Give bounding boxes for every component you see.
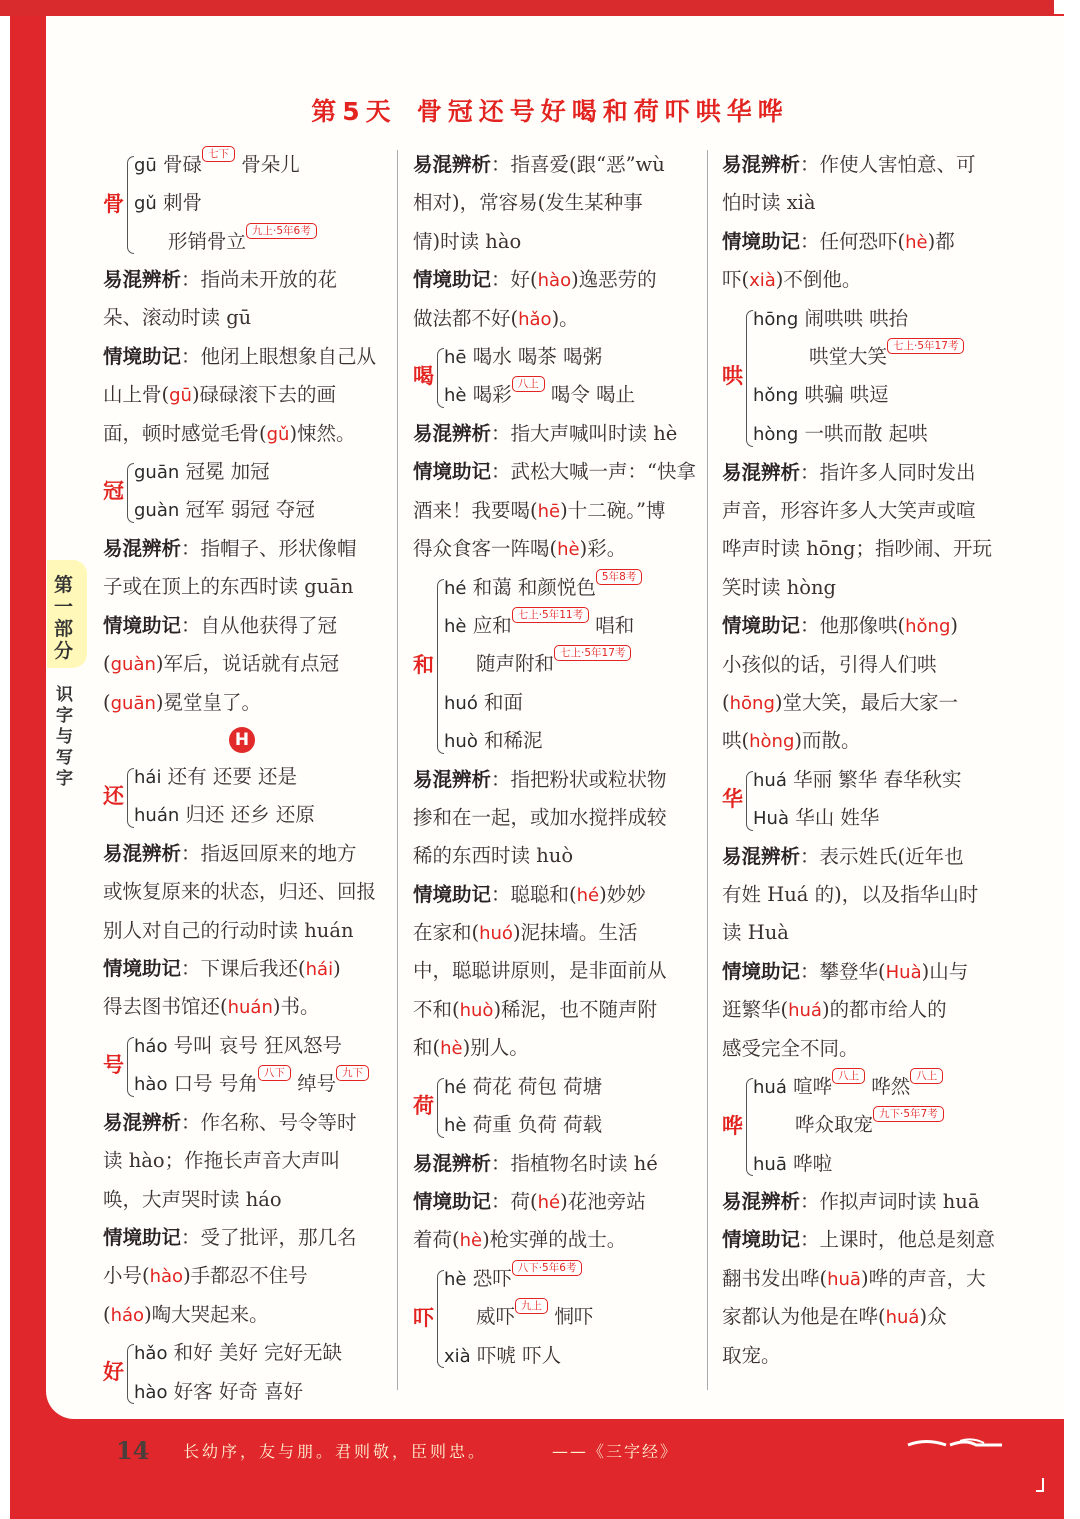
zhuji-text: 情境助记：自从他获得了冠 xyxy=(103,613,338,637)
zhuji-text: 情境助记：武松大喊一声：“快拿 xyxy=(413,460,696,484)
brace xyxy=(437,348,444,408)
entry-char: 骨 xyxy=(103,192,124,216)
bianxi-text: 易混辨析：指把粉状或粒状物 xyxy=(413,767,667,791)
brace xyxy=(746,1078,753,1176)
entry-guan: 冠 guān 冠冕 加冠 guàn 冠军 弱冠 夺冠 xyxy=(103,459,315,522)
day-label: 第5天 xyxy=(311,97,397,126)
brace xyxy=(127,1037,134,1097)
zhuji-text: 情境助记：任何恐吓(hè)都 xyxy=(722,229,955,253)
bianxi-text: 易混辨析：指许多人同时发出 xyxy=(722,460,976,484)
entry-char: 号 xyxy=(103,1052,124,1077)
entry-he: 喝 hē 喝水 喝茶 喝粥 hè 喝彩 八上 喝令 喝止 xyxy=(413,344,636,407)
decoration-swirl-icon xyxy=(906,1436,1006,1454)
zhuji-text: 情境助记：他闭上眼想象自己从 xyxy=(103,344,377,368)
exam-tag: 八上 xyxy=(512,376,545,392)
entry-char: 和 xyxy=(413,652,434,677)
bianxi-text: 易混辨析：指返回原来的地方 xyxy=(103,841,357,865)
section-h-icon: H xyxy=(229,727,255,753)
exam-tag: 九上 xyxy=(515,1298,548,1314)
bianxi-text: 易混辨析：指尚未开放的花 xyxy=(103,268,338,291)
zhuji-text: 情境助记：他那像哄(hǒng) xyxy=(722,614,958,638)
corner-mark xyxy=(1036,1478,1044,1492)
page-number: 14 xyxy=(116,1436,150,1465)
entry-hao: 号 háo 号叫 哀号 狂风怒号 hào 口号 号角 八下 绰号 九下 xyxy=(103,1027,388,1104)
footer-band xyxy=(0,1420,1080,1500)
column-2: 易混辨析：指喜爱(跟“恶”wù 相对)，常容易(发生某种事 情)时读 hào 情境助记：好(hào)逸恶劳的 做法都不好(hǎo)。 喝 hē 喝水 喝茶 喝粥 hè 喝彩 八上 喝令 喝止 易混辨析：指大声喊叫时读 hè 情境助记：武松大喊一声：“快拿 酒来！我要喝(hē)十二碗。”博 得众食客一阵喝(hè)彩。 和 hé 和蔼 和颜悦色 5年8考 hè 应和 七上·5年11考 唱和 随声附和 七上·5年17考 huó 和面 huò 和稀泥 易混辨析：指把粉状或粒状物 掺和在一起，或加水搅拌成较 稀的东西时读 huò 情境助记：聪聪和(hé)妙妙 在家和(huó)泥抹墙。生活 中，聪聪讲原则，是非面前从 不和(huò)稀泥，也不随声附 和(hè)别人。 荷 hé 荷花 荷包 荷塘 hè 荷重 负荷 荷载 易混辨析：指植物名时读 hé 情境助记：荷(hé)花池旁站 着荷(hè)枪实弹的战士。 吓 hè 恐吓 八下·5年6考 威吓 九上 恫吓 xià 吓唬 吓人 xyxy=(413,146,698,1375)
brace xyxy=(437,1270,444,1368)
brace xyxy=(127,768,134,828)
footer-source: ——《三字经》 xyxy=(552,1442,679,1461)
bianxi-text: 易混辨析：作拟声词时读 huā xyxy=(722,1190,980,1214)
reading-list: gū 骨碌 七下 骨朵儿 gǔ 刺骨 形销骨立 九上·5年6考 xyxy=(134,146,317,261)
entry-char: 吓 xyxy=(413,1305,434,1330)
brace xyxy=(127,463,134,523)
exam-tag: 5年8考 xyxy=(596,569,642,585)
entry-char: 冠 xyxy=(103,478,124,503)
brace xyxy=(746,310,753,447)
column-divider xyxy=(707,150,708,1390)
entry-hua2: 哗 huá 喧哗 八上 哗然 八上 哗众取宠 九下·5年7考 huā 哗啦 xyxy=(722,1068,1012,1183)
entry-he2: 和 hé 和蔼 和颜悦色 5年8考 hè 应和 七上·5年11考 唱和 随声附和 七上·5年17考 huó 和面 huò 和稀泥 xyxy=(413,569,698,761)
exam-tag: 七下 xyxy=(202,146,235,162)
top-red-strip xyxy=(0,0,1054,16)
entry-char: 荷 xyxy=(413,1093,434,1118)
entry-hao2: 好 hǎo 和好 美好 完好无缺 hào 好客 好奇 喜好 xyxy=(103,1341,343,1403)
exam-tag: 七上·5年11考 xyxy=(512,607,589,623)
exam-tag: 七上·5年17考 xyxy=(554,645,631,661)
exam-tag: 九上·5年6考 xyxy=(246,223,317,239)
entry-he3: 荷 hé 荷花 荷包 荷塘 hè 荷重 负荷 荷载 xyxy=(413,1074,603,1137)
exam-tag: 八上 xyxy=(832,1068,865,1084)
bianxi-text: 易混辨析：作使人害怕意、可 xyxy=(722,153,976,176)
zhuji-text: 情境助记：好(hào)逸恶劳的 xyxy=(413,268,657,292)
bianxi-text: 易混辨析：指帽子、形状像帽 xyxy=(103,536,357,560)
entry-char: 哄 xyxy=(722,363,743,388)
brace xyxy=(437,579,444,754)
bianxi-text: 易混辨析：指喜爱(跟“恶”wù xyxy=(413,153,665,176)
part-subtitle: 识 字 与 写 字 xyxy=(56,685,73,789)
zhuji-text: 情境助记：受了批评，那几名 xyxy=(103,1226,357,1250)
exam-tag: 八上 xyxy=(910,1068,943,1084)
exam-tag: 八下·5年6考 xyxy=(512,1260,583,1276)
brace xyxy=(127,156,134,254)
entry-xia: 吓 hè 恐吓 八下·5年6考 威吓 九上 恫吓 xià 吓唬 吓人 xyxy=(413,1261,594,1367)
part-label: 第 一 部 分 xyxy=(54,574,74,662)
brace xyxy=(127,1344,134,1404)
entry-hong: 哄 hōng 闹哄哄 哄抬 哄堂大笑 七上·5年17考 hǒng 哄骗 哄逗 hòng 一哄而散 起哄 xyxy=(722,300,1012,454)
exam-tag: 九下·5年7考 xyxy=(873,1106,944,1122)
bianxi-text: 易混辨析：指植物名时读 hé xyxy=(413,1151,658,1175)
entry-gu xyxy=(103,146,388,261)
exam-tag: 八下 xyxy=(258,1065,291,1081)
exam-tag: 七上·5年17考 xyxy=(887,338,964,354)
column-1: 骨 gū 骨碌 七下 骨朵儿 gǔ 刺骨 形销骨立 九上·5年6考 易混辨析：指尚未开放的花 朵、滚动时读 gū 情境助记：他闭上眼想象自己从 山上骨(gū)碌碌滚下去的画 面，顿时感觉毛骨(gǔ)悚然。 冠 guān 冠冕 加冠 guàn 冠军 弱冠 夺冠 易混辨析：指帽子、形状像帽 子或在顶上的东西时读 guān 情境助记：自从他获得了冠 (guàn)军后，说话就有点冠 (guān)冕堂皇了。 H 还 hái 还有 还要 还是 huán 归还 还乡 还原 易混辨析：指返回原来的地方 或恢复原来的状态，归还、回报 别人对自己的行动时读 huán 情境助记：下课后我还(hái) 得去图书馆还(huán)书。 号 háo 号叫 哀号 狂风怒号 hào 口号 号角 八下 绰号 九下 易混辨析：作名称、号令等时 读 hào；作拖长声音大声叫 唤，大声哭时读 háo 情境助记：受了批评，那几名 小号(hào)手都忍不住号 (háo)啕大哭起来。 好 hǎo 和好 美好 完好无缺 hào 好客 好奇 喜好 xyxy=(103,146,388,1411)
zhuji-text: 情境助记：聪聪和(hé)妙妙 xyxy=(413,882,646,906)
entry-huan: 还 hái 还有 还要 还是 huán 归还 还乡 还原 xyxy=(103,764,315,827)
bianxi-text: 易混辨析：作名称、号令等时 xyxy=(103,1110,357,1134)
bianxi-text: 易混辨析：表示姓氏(近年也 xyxy=(722,844,964,868)
brace xyxy=(746,771,753,831)
entry-char: 华 xyxy=(722,786,743,811)
zhuji-text: 情境助记：上课时，他总是刻意 xyxy=(722,1228,996,1252)
title-chars: 骨冠还号好喝和荷吓哄华哗 xyxy=(416,97,789,126)
column-divider xyxy=(397,150,398,1390)
page-title xyxy=(0,92,1080,128)
bianxi-text: 易混辨析：指大声喊叫时读 hè xyxy=(413,421,678,445)
entry-char: 哗 xyxy=(722,1114,743,1139)
zhuji-text: 情境助记：攀登华(Huà)山与 xyxy=(722,959,969,983)
entry-char: 好 xyxy=(103,1360,124,1385)
zhuji-text: 情境助记：荷(hé)花池旁站 xyxy=(413,1190,646,1214)
entry-char: 喝 xyxy=(413,363,434,388)
footer-motto: 长幼序，友与朋。君则敬，臣则忠。 xyxy=(183,1442,488,1461)
entry-char: 还 xyxy=(103,783,124,808)
brace xyxy=(437,1078,444,1138)
column-3: 易混辨析：作使人害怕意、可 怕时读 xià 情境助记：任何恐吓(hè)都 吓(xià)不倒他。 哄 hōng 闹哄哄 哄抬 哄堂大笑 七上·5年17考 hǒng 哄骗 哄逗 hòng 一哄而散 起哄 易混辨析：指许多人同时发出 声音，形容许多人大笑声或喧 哗声时读 hōng；指吵闹、开玩 笑时读 hòng 情境助记：他那像哄(hǒng) 小孩似的话，引得人们哄 (hōng)堂大笑，最后大家一 哄(hòng)而散。 华 huá 华丽 繁华 春华秋实 Huà 华山 姓华 易混辨析：表示姓氏(近年也 有姓 Huá 的)，以及指华山时 读 Huà 情境助记：攀登华(Huà)山与 逛繁华(huá)的都市给人的 感受完全不同。 哗 huá 喧哗 八上 哗然 八上 哗众取宠 九下·5年7考 huā 哗啦 易混辨析：作拟声词时读 huā 情境助记：上课时，他总是刻意 翻书发出哗(huā)哗的声音，大 家都认为他是在哗(huá)众 取宠。 xyxy=(722,146,1012,1375)
entry-hua: 华 huá 华丽 繁华 春华秋实 Huà 华山 姓华 xyxy=(722,767,962,830)
exam-tag: 九下 xyxy=(336,1065,369,1081)
zhuji-text: 情境助记：下课后我还(hái) xyxy=(103,957,341,981)
